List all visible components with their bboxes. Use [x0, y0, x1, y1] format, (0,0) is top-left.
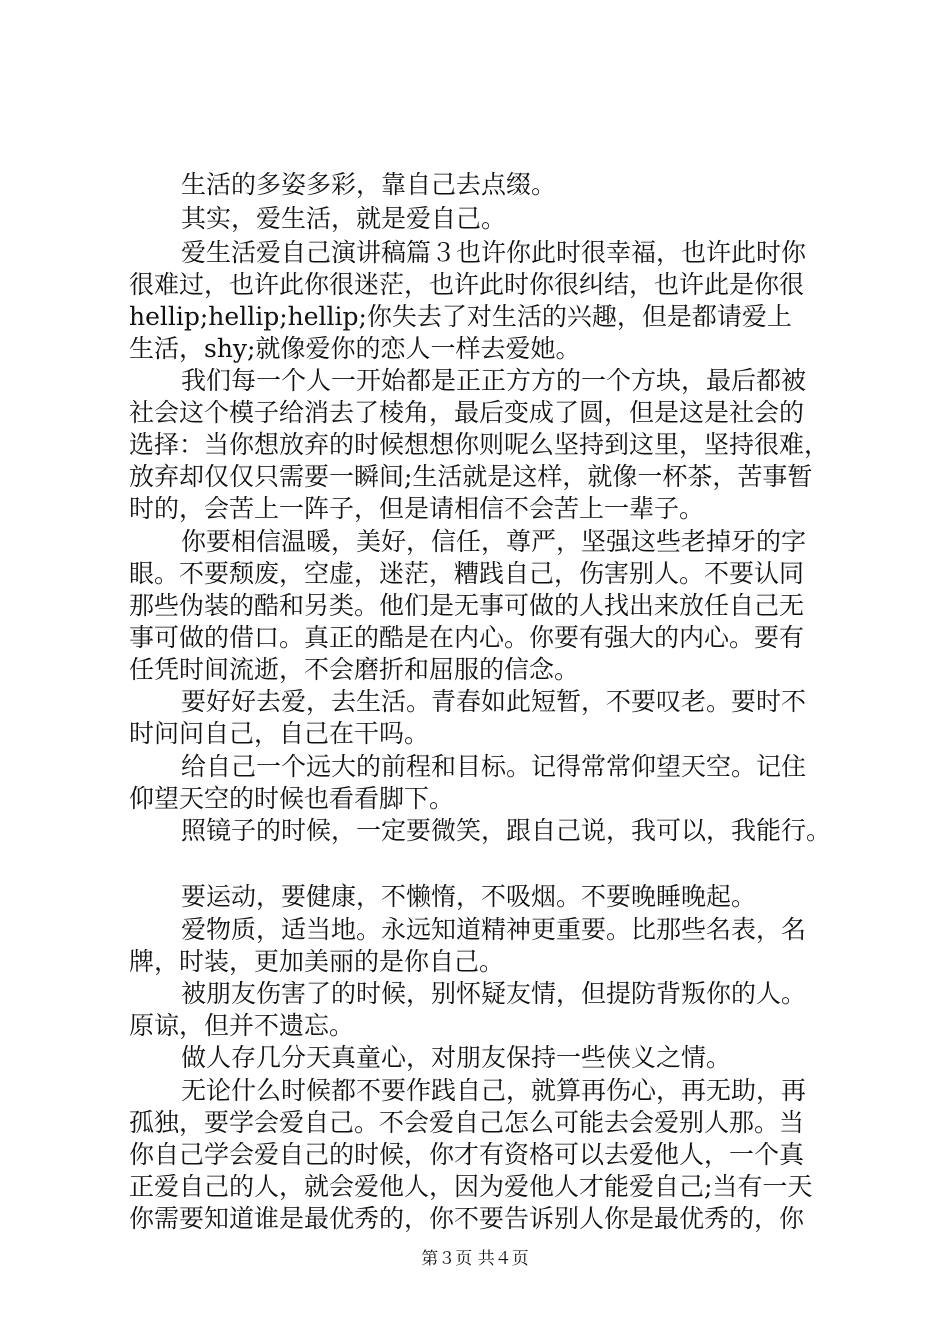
text-line: 时问问自己，自己在干吗。	[129, 719, 430, 748]
text-line: 放弃却仅仅只需要一瞬间;生活就是这样，就像一杯茶，苦事暂	[129, 462, 813, 491]
text-line: 其实，爱生活，就是爱自己。	[181, 204, 507, 233]
text-line: 爱生活爱自己演讲稿篇３也许你此时很幸福，也许此时你	[181, 238, 807, 267]
text-line: 你要相信温暖，美好，信任，尊严，坚强这些老掉牙的字	[181, 527, 807, 556]
text-line: 孤独，要学会爱自己。不会爱自己怎么可能去会爱别人那。当	[129, 1108, 805, 1137]
text-line: 眼。不要颓废，空虚，迷茫，糟践自己，伤害别人。不要认同	[129, 559, 805, 588]
text-line: 爱物质，适当地。永远知道精神更重要。比那些名表，名	[181, 915, 807, 944]
text-line: 做人存几分天真童心，对朋友保持一些侠义之情。	[181, 1043, 732, 1072]
text-line: 你需要知道谁是最优秀的，你不要告诉别人你是最优秀的，你	[129, 1204, 805, 1233]
text-line: 很难过，也许此你很迷茫，也许此时你很纠结，也许此是你很	[129, 270, 805, 299]
text-line: 事可做的借口。真正的酷是在内心。你要有强大的内心。要有	[129, 623, 805, 652]
text-line: 那些伪装的酷和另类。他们是无事可做的人找出来放任自己无	[129, 591, 805, 620]
text-line: 给自己一个远大的前程和目标。记得常常仰望天空。记住	[181, 752, 807, 781]
text-line: 时的，会苦上一阵子，但是请相信不会苦上一辈子。	[129, 494, 705, 523]
text-line: 仰望天空的时候也看看脚下。	[129, 784, 455, 813]
text-line: 原谅，但并不遗忘。	[129, 1011, 355, 1040]
text-line: 要好好去爱，去生活。青春如此短暂，不要叹老。要时不	[181, 687, 807, 716]
text-line: 选择：当你想放弃的时候想想你则呢么坚持到这里，坚持很难，	[129, 430, 830, 459]
text-line: 被朋友伤害了的时候，别怀疑友情，但提防背叛你的人。	[181, 979, 807, 1008]
text-line: 正爱自己的人，就会爱他人，因为爱他人才能爱自己;当有一天	[129, 1172, 813, 1201]
text-line: 任凭时间流逝，不会磨折和屈服的信念。	[129, 655, 580, 684]
text-line: 你自己学会爱自己的时候，你才有资格可以去爱他人，一个真	[129, 1140, 805, 1169]
text-line: 照镜子的时候，一定要微笑，跟自己说，我可以，我能行。	[181, 816, 832, 845]
text-line: 牌，时装，更加美丽的是你自己。	[129, 947, 505, 976]
text-line: 生活的多姿多彩，靠自己去点缀。	[181, 170, 557, 199]
page-number-footer: 第３页 共４页	[421, 1249, 529, 1269]
text-line: 我们每一个人一开始都是正正方方的一个方块，最后都被	[181, 366, 807, 395]
text-line: 生活，shy;就像爱你的恋人一样去爱她。	[129, 334, 581, 363]
text-line: 要运动，要健康，不懒惰，不吸烟。不要晚睡晚起。	[181, 882, 757, 911]
text-line: hellip;hellip;hellip;你失去了对生活的兴趣，但是都请爱上	[129, 302, 792, 331]
text-line: 无论什么时候都不要作践自己，就算再伤心，再无助，再	[181, 1076, 807, 1105]
text-line: 社会这个模子给消去了棱角，最后变成了圆，但是这是社会的	[129, 398, 805, 427]
